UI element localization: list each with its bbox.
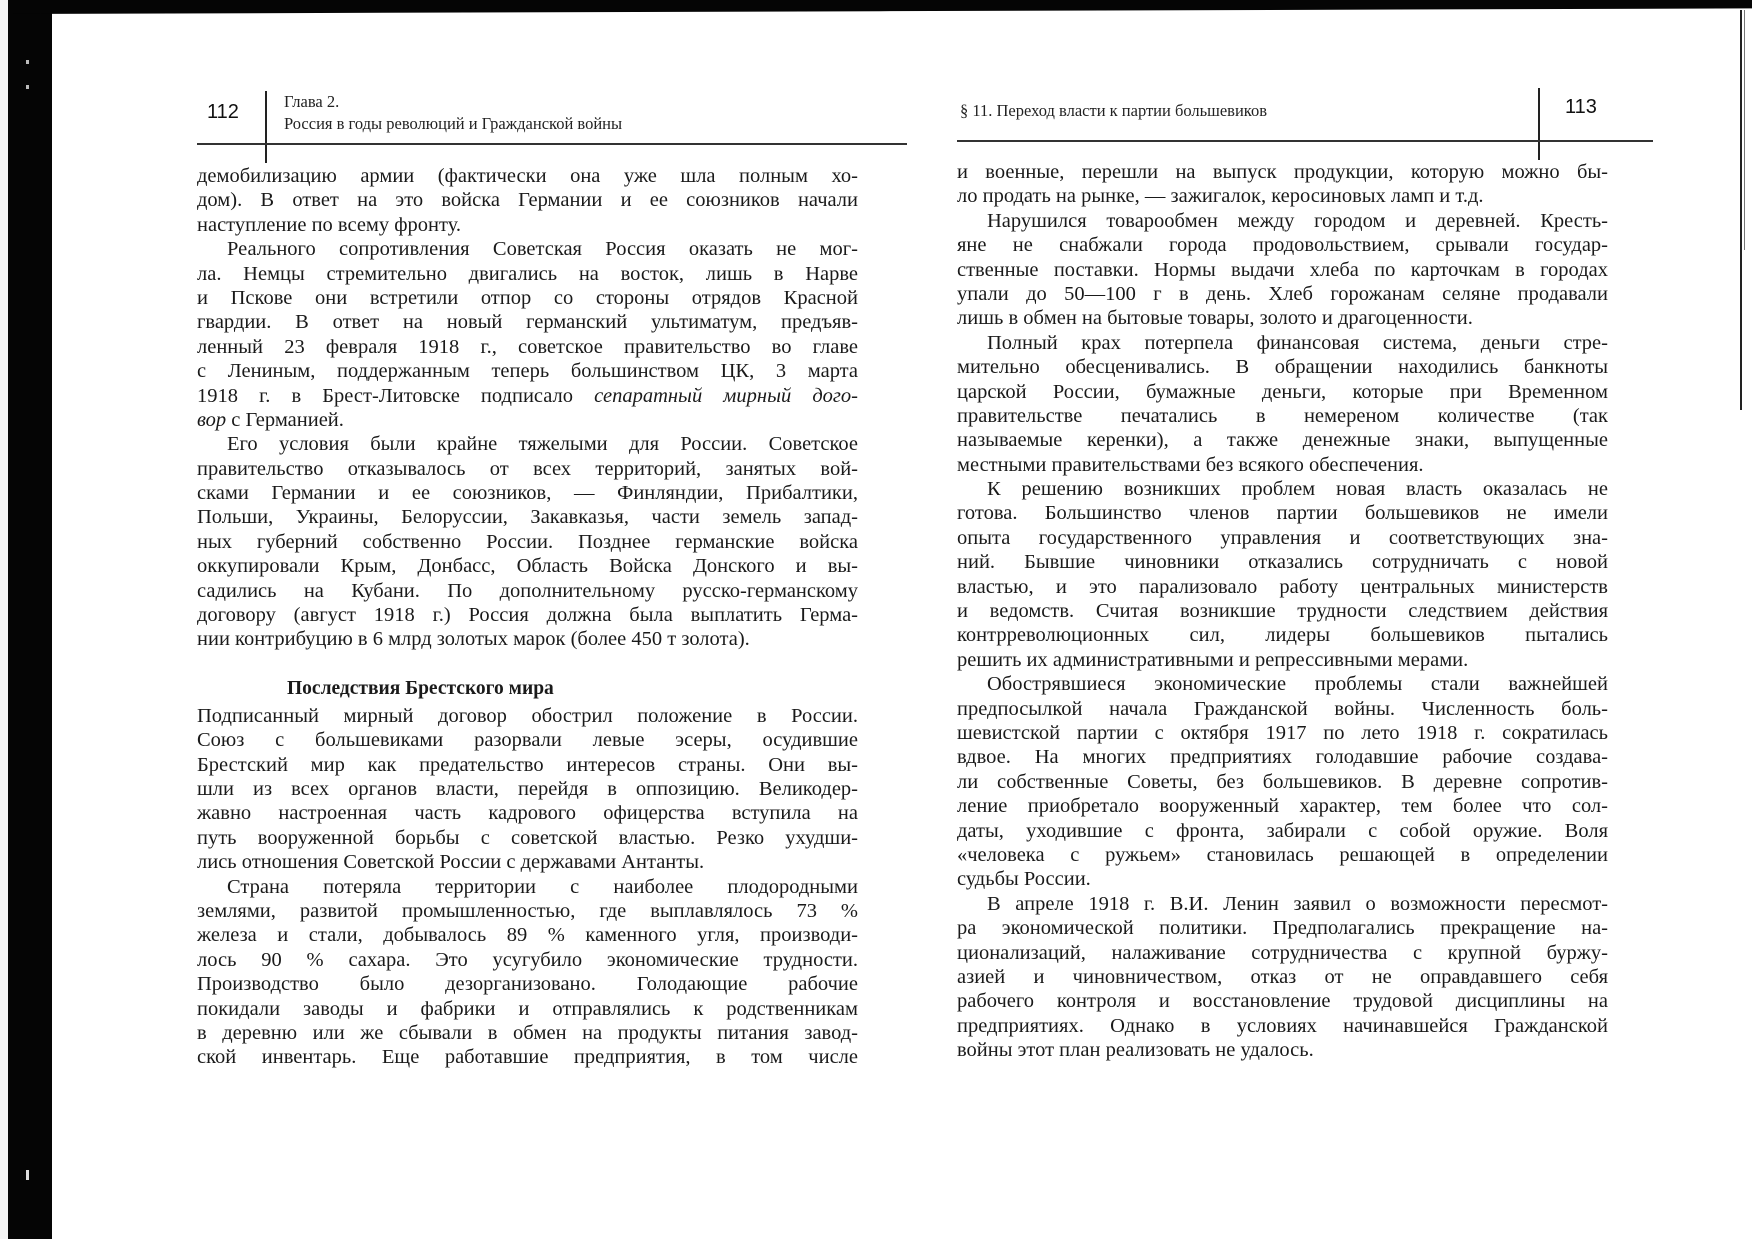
- scan-edge-line-right-secondary: [1744, 10, 1745, 250]
- text-line: называемые керенки), а также денежные знаки, выпущенные: [957, 429, 1608, 452]
- text-line-mixed: [197, 384, 858, 408]
- text-line: Польши, Украины, Белоруссии, Закавказья, части земель запад-: [197, 506, 858, 529]
- text-line: «человека с ружьем» становилась решающей в определении: [957, 843, 1608, 866]
- text-line: предприятиях. Однако в условиях начинавшейся Гражданской: [957, 1014, 1608, 1037]
- scan-edge-line-right: [1740, 10, 1742, 410]
- text-line: Полный крах потерпела финансовая система, деньги стре-: [987, 331, 1608, 354]
- text-line: опыта государственного управления и соответствующих зна-: [957, 526, 1608, 549]
- text-line: войны этот план реализовать не удалось.: [957, 1039, 1314, 1062]
- header-horizontal-rule: [197, 143, 907, 145]
- text-line-mixed: [197, 408, 858, 432]
- text-line: вдвое. На многих предприятиях голодавшие рабочие создава-: [957, 746, 1608, 769]
- text-line: готова. Большинство членов партии большевиков не имели: [957, 502, 1608, 525]
- italic-term: вор: [197, 408, 227, 431]
- text-line: ционализаций, налаживание сотрудничества с крупной буржу-: [957, 941, 1608, 964]
- text-line: нии контрибуцию в 6 млрд золотых марок (более 450 т золота).: [197, 628, 750, 651]
- text-line: яне не снабжали города продовольствием, срывали государ-: [957, 234, 1608, 257]
- text-line: ло продать на рынке, — зажигалок, керосиновых ламп и т.д.: [957, 185, 1484, 208]
- text-run: 1918 г. в Брест-Литовске подписало: [197, 384, 574, 407]
- text-run: с Германией.: [226, 408, 344, 431]
- text-line: царской России, бумажные деньги, которые при Временном: [957, 380, 1608, 403]
- text-line: шли из всех органов власти, перейдя в оппозицию. Великодер-: [197, 777, 858, 800]
- text-line: В апреле 1918 г. В.И. Ленин заявил о возможности пересмот-: [987, 892, 1608, 915]
- text-line: Производство было дезорганизовано. Голодающие рабочие: [197, 973, 858, 996]
- text-line: судьбы России.: [957, 868, 1091, 891]
- text-line: гвардии. В ответ на новый германский ультиматум, предъяв-: [197, 311, 858, 334]
- text-line: лось 90 % сахара. Это усугубило экономические трудности.: [197, 948, 858, 971]
- scan-speck: [26, 85, 29, 89]
- text-line: лишь в обмен на бытовые товары, золото и драгоценности.: [957, 307, 1473, 330]
- text-line: упали до 50—100 г в день. Хлеб горожанам селяне продавали: [957, 282, 1608, 305]
- scan-margin: [0, 0, 8, 1239]
- right-page-body: [957, 160, 1608, 1062]
- text-line: властью, и это парализовало работу центральных министерств: [957, 575, 1608, 598]
- header-vertical-rule: [265, 91, 267, 163]
- text-line: ственные поставки. Нормы выдачи хлеба по карточкам в городах: [957, 258, 1608, 281]
- text-line: покидали заводы и фабрики и отправлялись к родственникам: [197, 997, 858, 1020]
- text-line: Реального сопротивления Советская Россия оказать не мог-: [227, 238, 858, 261]
- left-page: [52, 0, 912, 1239]
- left-page-body: [197, 164, 858, 1070]
- text-line: решить их административными и репрессивными мерами.: [957, 648, 1469, 671]
- right-page: [912, 0, 1740, 1239]
- text-line: ли собственные Советы, без большевиков. В деревне сопротив-: [957, 770, 1608, 793]
- text-line: правительстве печатались в немереном количестве (так: [957, 404, 1608, 427]
- text-line: Его условия были крайне тяжелыми для России. Советское: [227, 433, 858, 456]
- text-line: и ведомств. Считая возникшие трудности следствием действия: [957, 600, 1608, 623]
- text-line: ных губерний собственно России. Позднее германские войска: [197, 530, 858, 553]
- text-line: наступление по всему фронту.: [197, 213, 462, 236]
- running-head-title: Россия в годы революций и Гражданской войны: [284, 114, 623, 133]
- running-head-title: § 11. Переход власти к партии большевиков: [960, 101, 1268, 120]
- text-line: жавно настроенная часть кадрового офицерства вступила на: [197, 802, 858, 825]
- text-line: землями, развитой промышленностью, где выплавлялось 73 %: [197, 899, 858, 922]
- header-horizontal-rule: [957, 140, 1653, 142]
- page-number: 113: [1565, 96, 1597, 118]
- text-line: контрреволюционных сил, лидеры большевиков пытались: [957, 624, 1608, 647]
- text-line: демобилизацию армии (фактически она уже шла полным хо-: [197, 165, 858, 187]
- text-line: Подписанный мирный договор обострил положение в России.: [197, 704, 858, 727]
- text-line: Союз с большевиками разорвали левые эсеры, осудившие: [197, 729, 858, 752]
- text-line: мительно обесценивались. В обращении находились банкноты: [957, 356, 1608, 379]
- text-line: Обострявшиеся экономические проблемы стали важнейшей: [987, 673, 1608, 696]
- italic-term: сепаратный мирный дого-: [594, 384, 859, 407]
- text-line: Страна потеряла территории с наиболее плодородными: [227, 875, 858, 898]
- text-line: рабочего контроля и восстановление трудовой дисциплины на: [957, 990, 1608, 1013]
- text-line: ленный 23 февраля 1918 г., советское правительство во главе: [197, 335, 858, 358]
- text-line: и Пскове они встретили отпор со стороны отрядов Красной: [197, 286, 858, 309]
- text-line: в деревню или же сбывали в обмен на продукты питания завод-: [197, 1021, 858, 1044]
- text-line: Брестский мир как предательство интересов страны. Они вы-: [197, 753, 858, 776]
- text-line: договору (август 1918 г.) Россия должна была выплатить Герма-: [197, 604, 858, 627]
- text-line: дом). В ответ на это войска Германии и ее союзников начали: [197, 189, 858, 212]
- text-line: К решению возникших проблем новая власть оказалась не: [987, 478, 1608, 501]
- page-number: 112: [207, 101, 239, 123]
- running-head-chapter: Глава 2.: [284, 92, 340, 111]
- text-line: лись отношения Советской России с державами Антанты.: [197, 851, 705, 874]
- text-line: правительство отказывалось от всех территорий, занятых вой-: [197, 457, 858, 480]
- text-line: железа и стали, добывалось 89 % каменного угля, производи-: [197, 924, 858, 947]
- text-line: азией и чиновничеством, отказ от не оправдавшего себя: [957, 965, 1608, 988]
- text-line: ление приобретало вооруженный характер, тем более что сол-: [957, 795, 1608, 818]
- text-line: оккупировали Крым, Донбасс, Область Войска Донского и вы-: [197, 555, 858, 578]
- scan-speck: [26, 60, 29, 64]
- text-line: шевистской партии с октября 1917 по лето 1918 г. сократилась: [957, 721, 1608, 744]
- text-line: Нарушился товарообмен между городом и деревней. Кресть-: [987, 209, 1608, 232]
- scan-speck: [26, 1170, 29, 1180]
- text-line: даты, уходившие с фронта, забирали с собой оружие. Воля: [957, 819, 1608, 842]
- section-heading: Последствия Брестского мира: [287, 677, 554, 699]
- text-line: сками Германии и ее союзников, — Финляндии, Прибалтики,: [197, 482, 858, 505]
- text-line: ской инвентарь. Еще работавшие предприятия, в том числе: [197, 1046, 858, 1069]
- text-line: ний. Бывшие чиновники отказались сотрудничать с новой: [957, 551, 1608, 574]
- text-line: с Лениным, поддержанным теперь большинством ЦК, 3 марта: [197, 360, 858, 383]
- text-line: путь вооруженной борьбы с советской властью. Резко ухудши-: [197, 826, 858, 849]
- scan-dark-edge-left: [8, 0, 52, 1239]
- text-line: предпосылкой начала Гражданской войны. Численность боль-: [957, 697, 1608, 720]
- text-line: ра экономической политики. Предполагались прекращение на-: [957, 917, 1608, 940]
- header-vertical-rule: [1538, 88, 1540, 160]
- text-line: и военные, перешли на выпуск продукции, которую можно бы-: [957, 161, 1608, 183]
- text-line: ла. Немцы стремительно двигались на восток, лишь в Нарве: [197, 262, 858, 285]
- text-line: местными правительствами без всякого обеспечения.: [957, 453, 1424, 476]
- text-line: садились на Кубани. По дополнительному русско-германскому: [197, 579, 858, 602]
